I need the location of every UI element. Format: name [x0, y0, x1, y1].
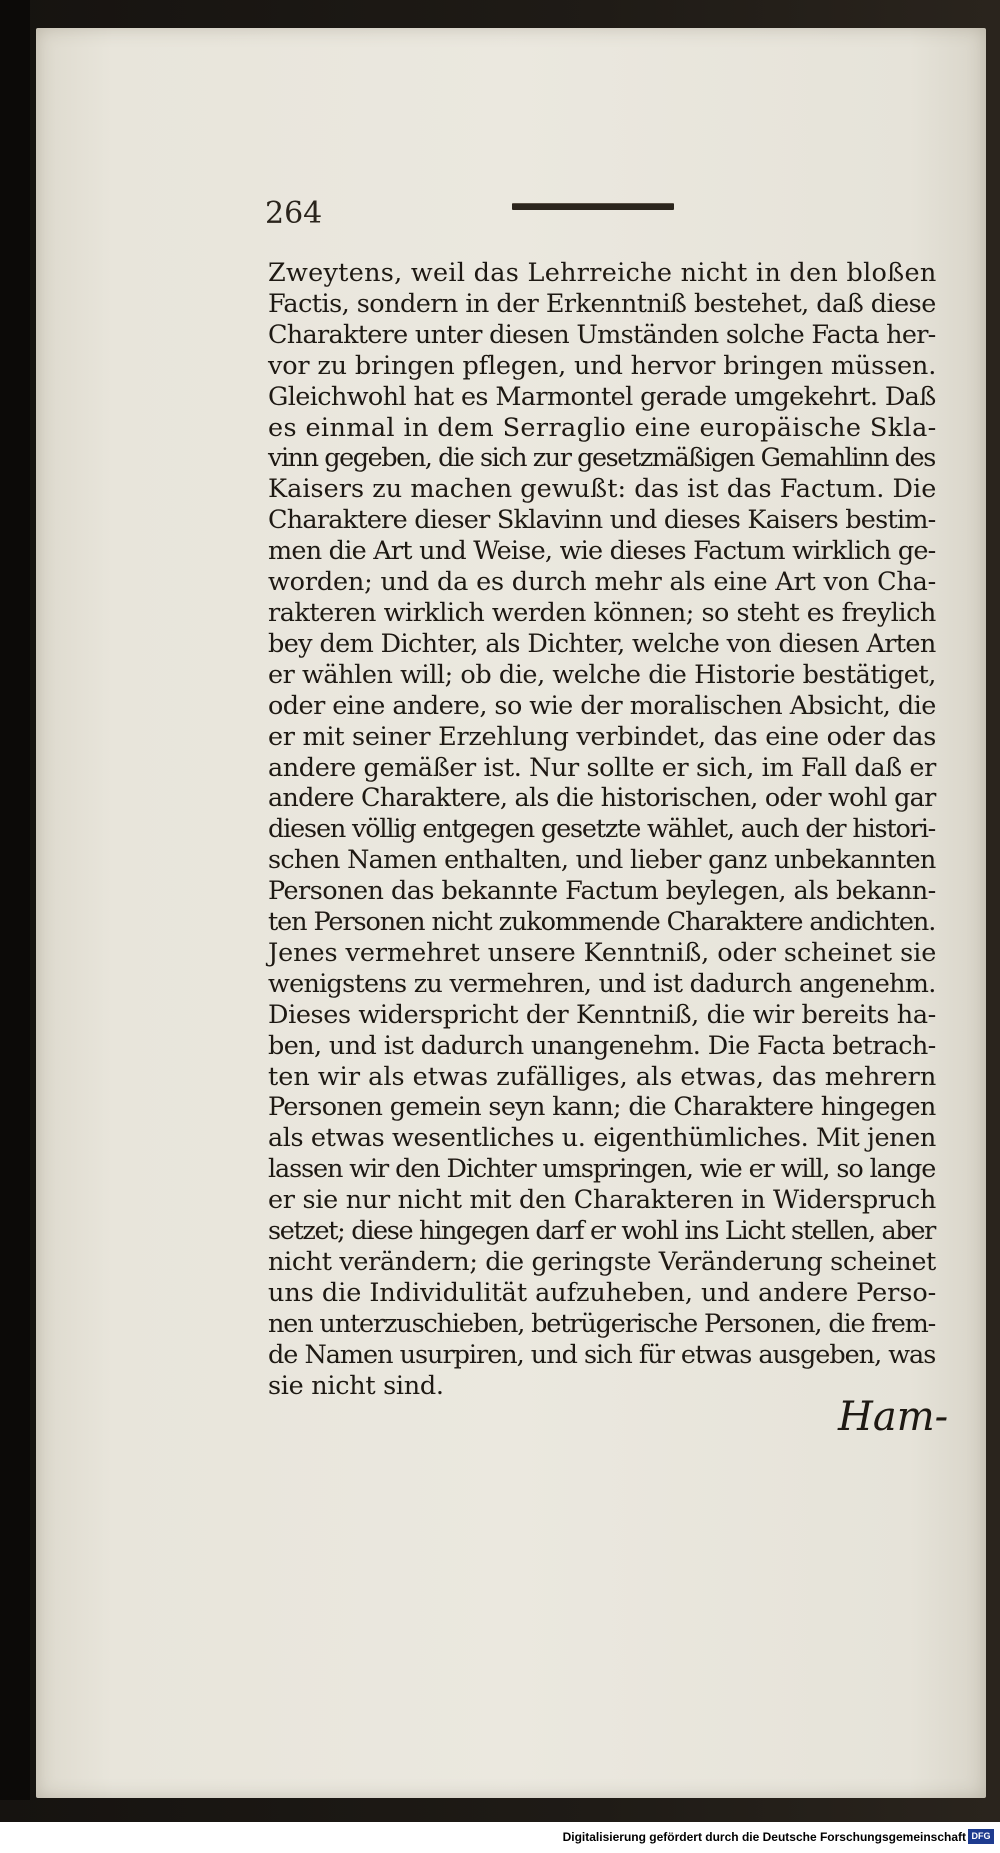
dfg-logo: DFG — [968, 1829, 994, 1844]
page-number: 264 — [265, 196, 323, 231]
text-line: Charaktere dieser Sklavinn und dieses Kaisers bestim- — [268, 505, 936, 536]
text-line: oder eine andere, so wie der moralischen Absicht, die — [268, 690, 936, 721]
text-line: vor zu bringen pflegen, und hervor bringen müssen. — [268, 350, 937, 381]
text-line: andere gemäßer ist. Nur sollte er sich, im Fall daß er — [268, 752, 936, 783]
book-spine-edge — [0, 0, 30, 1800]
text-line: es einmal in dem Serraglio eine europäische Skla- — [268, 412, 937, 443]
text-line: ten wir als etwas zufälliges, als etwas, das mehrern — [268, 1061, 937, 1092]
text-line: bey dem Dichter, als Dichter, welche von diesen Arten — [268, 628, 936, 659]
text-line: schen Namen enthalten, und lieber ganz unbekannten — [268, 845, 936, 876]
digitization-footer — [0, 1822, 1000, 1853]
text-line: setzet; diese hingegen darf er wohl ins Licht stellen, aber — [268, 1216, 935, 1247]
text-line: Zweytens, weil das Lehrreiche nicht in den bloßen — [268, 258, 937, 288]
text-line: er mit seiner Erzehlung verbindet, das eine oder das — [268, 721, 936, 752]
text-line: Charaktere unter diesen Umständen solche Facta her- — [268, 319, 936, 350]
text-line: Kaisers zu machen gewußt: das ist das Factum. Die — [268, 474, 937, 505]
text-line: nicht verändern; die geringste Veränderung scheinet — [268, 1247, 936, 1277]
text-line: worden; und da es durch mehr als eine Art von Cha- — [268, 567, 937, 598]
text-line: Gleichwohl hat es Marmontel gerade umgekehrt. Daß — [268, 381, 936, 412]
text-line: andere Charaktere, als die historischen, oder wohl gar — [268, 783, 936, 814]
text-line: lassen wir den Dichter umspringen, wie er will, so lange — [268, 1154, 936, 1185]
text-line: ben, und ist dadurch unangenehm. Die Facta betrach- — [268, 1030, 936, 1061]
text-line: uns die Individulität aufzuheben, und andere Perso- — [268, 1277, 937, 1308]
text-line: Factis, sondern in der Erkenntniß bestehet, daß diese — [268, 288, 936, 319]
text-line: als etwas wesentliches u. eigenthümliches. Mit jenen — [268, 1123, 936, 1154]
text-line: Dieses widerspricht der Kenntniß, die wir bereits ha- — [268, 999, 936, 1030]
text-line: vinn gegeben, die sich zur gesetzmäßigen Gemahlinn des — [268, 443, 935, 474]
text-line: wenigstens zu vermehren, und ist dadurch angenehm. — [268, 968, 936, 999]
text-line: Personen gemein seyn kann; die Charaktere hingegen — [268, 1092, 936, 1123]
text-line: ten Personen nicht zukommende Charaktere andichten. — [268, 907, 936, 938]
text-line: rakteren wirklich werden können; so steht es freylich — [268, 597, 936, 628]
text-line: er sie nur nicht mit den Charakteren in Widerspruch — [268, 1185, 936, 1216]
text-line: er wählen will; ob die, welche die Historie bestätiget, — [268, 659, 936, 690]
body-text — [268, 258, 936, 1402]
text-line: Jenes vermehret unsere Kenntniß, oder scheinet sie — [268, 937, 937, 968]
header-rule — [512, 203, 674, 210]
footer-credit: Digitalisierung gefördert durch die Deutsche Forschungsgemeinschaft — [562, 1830, 966, 1844]
text-line: Personen das bekannte Factum beylegen, als bekann- — [268, 876, 936, 907]
text-line: nen unterzuschieben, betrügerische Personen, die frem- — [268, 1308, 936, 1339]
text-line: men die Art und Weise, wie dieses Factum wirklich ge- — [268, 536, 936, 567]
text-line: de Namen usurpiren, und sich für etwas ausgeben, was — [268, 1339, 936, 1370]
text-line: sie nicht sind. — [268, 1370, 444, 1401]
catchword: Ham- — [838, 1394, 949, 1440]
text-line: diesen völlig entgegen gesetzte wählet, auch der histori- — [268, 814, 936, 845]
